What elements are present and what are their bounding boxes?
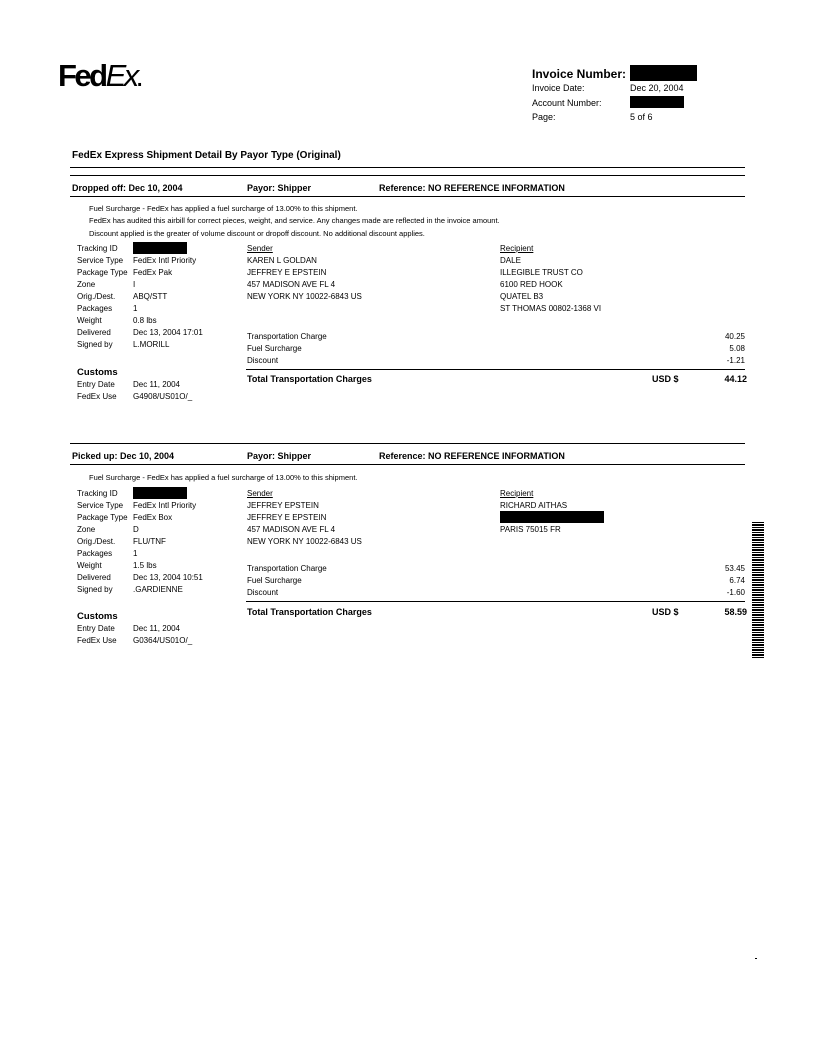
fedex-logo: FedEx. xyxy=(58,58,143,93)
signed-by-value: L.MORILL xyxy=(133,340,170,349)
service-type-value: FedEx Intl Priority xyxy=(133,501,197,510)
fuel-surcharge-value: 5.08 xyxy=(729,344,745,353)
account-number-redaction xyxy=(630,96,684,108)
shipment-payor: Payor: Shipper xyxy=(247,451,312,461)
tracking-id-label: Tracking ID xyxy=(77,244,118,253)
shipment-note: Discount applied is the greater of volume discount or dropoff discount. No additional discount applies. xyxy=(89,229,425,238)
delivered-value: Dec 13, 2004 10:51 xyxy=(133,573,203,582)
packages-value: 1 xyxy=(133,549,138,558)
transportation-charge-label: Transportation Charge xyxy=(247,564,327,573)
shipment-note: FedEx has audited this airbill for correct pieces, weight, and service. Any changes made are reflected in the invoice amount. xyxy=(89,216,500,225)
package-type-value: FedEx Box xyxy=(133,513,173,522)
package-type-value: FedEx Pak xyxy=(133,268,173,277)
divider xyxy=(70,196,745,197)
total-charges-value: 58.59 xyxy=(724,607,747,617)
transportation-charge-value: 53.45 xyxy=(724,564,745,573)
packages-label: Packages xyxy=(77,549,113,558)
zone-label: Zone xyxy=(77,525,96,534)
recipient-line: RICHARD AITHAS xyxy=(500,501,568,510)
packages-value: 1 xyxy=(133,304,138,313)
sender-line: JEFFREY E EPSTEIN xyxy=(247,268,327,277)
fuel-surcharge-label: Fuel Surcharge xyxy=(247,576,302,585)
divider xyxy=(246,369,745,370)
divider xyxy=(70,464,745,465)
fedex-use-label: FedEx Use xyxy=(77,636,117,645)
signed-by-label: Signed by xyxy=(77,585,113,594)
discount-value: -1.21 xyxy=(726,356,745,365)
sender-line: NEW YORK NY 10022-6843 US xyxy=(247,537,362,546)
delivered-value: Dec 13, 2004 17:01 xyxy=(133,328,203,337)
shipment-date: Dropped off: Dec 10, 2004 xyxy=(72,183,183,193)
orig-dest-label: Orig./Dest. xyxy=(77,537,116,546)
barcode xyxy=(752,522,764,658)
recipient-address-redaction xyxy=(500,511,604,523)
section-title: FedEx Express Shipment Detail By Payor Type (Original) xyxy=(72,150,341,161)
sender-line: NEW YORK NY 10022-6843 US xyxy=(247,292,362,301)
package-type-label: Package Type xyxy=(77,513,128,522)
sender-label: Sender xyxy=(247,244,273,253)
page-label: Page: xyxy=(532,112,556,122)
weight-value: 1.5 lbs xyxy=(133,561,157,570)
entry-date-label: Entry Date xyxy=(77,380,115,389)
divider xyxy=(70,443,745,444)
tracking-id-redaction xyxy=(133,487,187,499)
total-currency: USD $ xyxy=(652,607,679,617)
signed-by-value: .GARDIENNE xyxy=(133,585,183,594)
sender-line: KAREN L GOLDAN xyxy=(247,256,317,265)
entry-date-value: Dec 11, 2004 xyxy=(133,624,180,633)
invoice-date-value: Dec 20, 2004 xyxy=(630,83,684,93)
entry-date-label: Entry Date xyxy=(77,624,115,633)
fuel-surcharge-label: Fuel Surcharge xyxy=(247,344,302,353)
shipment-note: Fuel Surcharge - FedEx has applied a fuel surcharge of 13.00% to this shipment. xyxy=(89,473,358,482)
orig-dest-value: FLU/TNF xyxy=(133,537,166,546)
recipient-line: ILLEGIBLE TRUST CO xyxy=(500,268,583,277)
recipient-line: PARIS 75015 FR xyxy=(500,525,561,534)
signed-by-label: Signed by xyxy=(77,340,113,349)
sender-line: 457 MADISON AVE FL 4 xyxy=(247,525,336,534)
zone-label: Zone xyxy=(77,280,96,289)
recipient-line: QUATEL B3 xyxy=(500,292,544,301)
recipient-line: ST THOMAS 00802-1368 VI xyxy=(500,304,602,313)
recipient-line: 6100 RED HOOK xyxy=(500,280,563,289)
invoice-number-label: Invoice Number: xyxy=(532,67,627,81)
weight-label: Weight xyxy=(77,316,102,325)
total-charges-label: Total Transportation Charges xyxy=(247,607,372,617)
discount-value: -1.60 xyxy=(726,588,745,597)
fedex-use-value: G4908/US01O/_ xyxy=(133,392,193,401)
transportation-charge-label: Transportation Charge xyxy=(247,332,327,341)
page-mark xyxy=(755,958,757,959)
total-charges-value: 44.12 xyxy=(724,374,747,384)
weight-label: Weight xyxy=(77,561,102,570)
tracking-id-redaction xyxy=(133,242,187,254)
recipient-label: Recipient xyxy=(500,244,534,253)
transportation-charge-value: 40.25 xyxy=(724,332,745,341)
fuel-surcharge-value: 6.74 xyxy=(729,576,745,585)
zone-value: D xyxy=(133,525,139,534)
invoice-number-redaction xyxy=(630,65,697,81)
shipment-note: Fuel Surcharge - FedEx has applied a fuel surcharge of 13.00% to this shipment. xyxy=(89,204,358,213)
shipment-reference: Reference: NO REFERENCE INFORMATION xyxy=(379,183,565,193)
total-currency: USD $ xyxy=(652,374,679,384)
entry-date-value: Dec 11, 2004 xyxy=(133,380,180,389)
recipient-line: DALE xyxy=(500,256,521,265)
recipient-label: Recipient xyxy=(500,489,534,498)
divider xyxy=(70,167,745,168)
orig-dest-value: ABQ/STT xyxy=(133,292,168,301)
service-type-value: FedEx Intl Priority xyxy=(133,256,197,265)
customs-heading: Customs xyxy=(77,367,118,378)
fedex-use-label: FedEx Use xyxy=(77,392,117,401)
tracking-id-label: Tracking ID xyxy=(77,489,118,498)
service-type-label: Service Type xyxy=(77,501,124,510)
fedex-use-value: G0364/US01O/_ xyxy=(133,636,193,645)
page-value: 5 of 6 xyxy=(630,112,653,122)
divider xyxy=(70,175,745,176)
shipment-reference: Reference: NO REFERENCE INFORMATION xyxy=(379,451,565,461)
shipment-date: Picked up: Dec 10, 2004 xyxy=(72,451,175,461)
packages-label: Packages xyxy=(77,304,113,313)
weight-value: 0.8 lbs xyxy=(133,316,157,325)
delivered-label: Delivered xyxy=(77,328,111,337)
service-type-label: Service Type xyxy=(77,256,124,265)
delivered-label: Delivered xyxy=(77,573,111,582)
package-type-label: Package Type xyxy=(77,268,128,277)
divider xyxy=(246,601,745,602)
sender-line: 457 MADISON AVE FL 4 xyxy=(247,280,336,289)
customs-heading: Customs xyxy=(77,611,118,622)
shipment-payor: Payor: Shipper xyxy=(247,183,312,193)
discount-label: Discount xyxy=(247,356,279,365)
sender-line: JEFFREY E EPSTEIN xyxy=(247,513,327,522)
sender-label: Sender xyxy=(247,489,273,498)
total-charges-label: Total Transportation Charges xyxy=(247,374,372,384)
invoice-date-label: Invoice Date: xyxy=(532,83,585,93)
orig-dest-label: Orig./Dest. xyxy=(77,292,116,301)
account-number-label: Account Number: xyxy=(532,98,602,108)
zone-value: I xyxy=(133,280,136,289)
sender-line: JEFFREY EPSTEIN xyxy=(247,501,319,510)
discount-label: Discount xyxy=(247,588,279,597)
